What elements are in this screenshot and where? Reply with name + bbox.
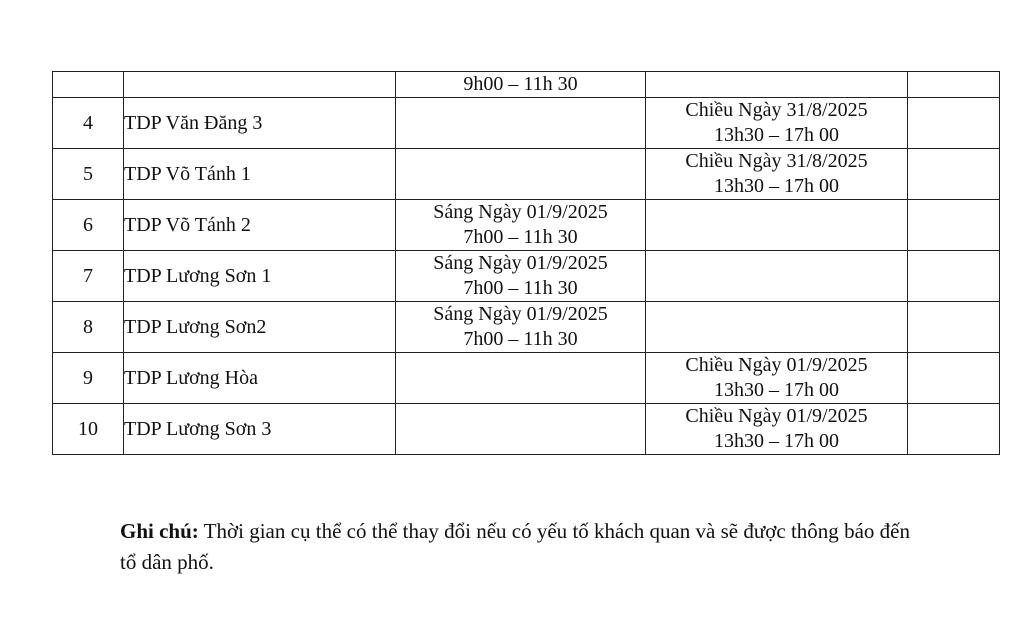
morning-time: 7h00 – 11h 30 [463, 277, 578, 299]
afternoon-date: Chiều Ngày 01/9/2025 [685, 405, 868, 427]
note-cell [908, 353, 1000, 404]
afternoon-slot-cell [646, 404, 908, 455]
note-cell [908, 72, 1000, 98]
note-cell [908, 404, 1000, 455]
note-cell [908, 98, 1000, 149]
afternoon-date: Chiều Ngày 31/8/2025 [685, 150, 868, 172]
table-row [53, 353, 1000, 404]
afternoon-slot-cell [646, 72, 908, 98]
afternoon-slot-cell [646, 98, 908, 149]
name-cell: TDP Lương Sơn 1 [124, 251, 396, 302]
morning-slot-cell [396, 353, 646, 404]
stt-cell: 9 [53, 353, 124, 404]
morning-slot-cell [396, 98, 646, 149]
note-cell [908, 251, 1000, 302]
afternoon-date: Chiều Ngày 31/8/2025 [685, 99, 868, 121]
morning-time: 7h00 – 11h 30 [463, 226, 578, 248]
morning-date: Sáng Ngày 01/9/2025 [433, 252, 608, 274]
table-row [53, 98, 1000, 149]
afternoon-slot-cell [646, 200, 908, 251]
afternoon-slot-cell [646, 251, 908, 302]
afternoon-time: 13h30 – 17h 00 [714, 124, 839, 146]
table-row [53, 251, 1000, 302]
table-row [53, 404, 1000, 455]
note-cell [908, 149, 1000, 200]
name-cell: TDP Võ Tánh 2 [124, 200, 396, 251]
name-cell: TDP Lương Hòa [124, 353, 396, 404]
table-row [53, 302, 1000, 353]
morning-slot-cell [396, 149, 646, 200]
stt-cell: 4 [53, 98, 124, 149]
morning-slot-cell [396, 200, 646, 251]
note-cell [908, 302, 1000, 353]
morning-time: 7h00 – 11h 30 [463, 328, 578, 350]
table-row [53, 72, 1000, 98]
schedule-table [52, 71, 1000, 455]
stt-cell [53, 72, 124, 98]
name-cell: TDP Võ Tánh 1 [124, 149, 396, 200]
name-cell [124, 72, 396, 98]
morning-slot-cell [396, 302, 646, 353]
stt-cell: 6 [53, 200, 124, 251]
stt-cell: 8 [53, 302, 124, 353]
afternoon-slot-cell [646, 149, 908, 200]
stt-cell: 5 [53, 149, 124, 200]
morning-date: Sáng Ngày 01/9/2025 [433, 303, 608, 325]
morning-date: Sáng Ngày 01/9/2025 [433, 201, 608, 223]
afternoon-time: 13h30 – 17h 00 [714, 379, 839, 401]
afternoon-slot-cell [646, 353, 908, 404]
afternoon-slot-cell [646, 302, 908, 353]
stt-cell: 7 [53, 251, 124, 302]
morning-slot-cell [396, 404, 646, 455]
morning-slot-cell [396, 72, 646, 98]
afternoon-date: Chiều Ngày 01/9/2025 [685, 354, 868, 376]
name-cell: TDP Lương Sơn 3 [124, 404, 396, 455]
note-cell [908, 200, 1000, 251]
table-row [53, 200, 1000, 251]
footnote [120, 516, 910, 578]
name-cell: TDP Lương Sơn2 [124, 302, 396, 353]
afternoon-time: 13h30 – 17h 00 [714, 175, 839, 197]
footnote-label: Ghi chú: [120, 519, 199, 543]
footnote-text: Thời gian cụ thể có thể thay đổi nếu có yếu tố khách quan và sẽ được thông báo đến tổ dân phố. [120, 519, 910, 574]
morning-slot-cell [396, 251, 646, 302]
afternoon-time: 13h30 – 17h 00 [714, 430, 839, 452]
name-cell: TDP Văn Đăng 3 [124, 98, 396, 149]
morning-time: 9h00 – 11h 30 [463, 73, 578, 95]
stt-cell: 10 [53, 404, 124, 455]
table-row [53, 149, 1000, 200]
